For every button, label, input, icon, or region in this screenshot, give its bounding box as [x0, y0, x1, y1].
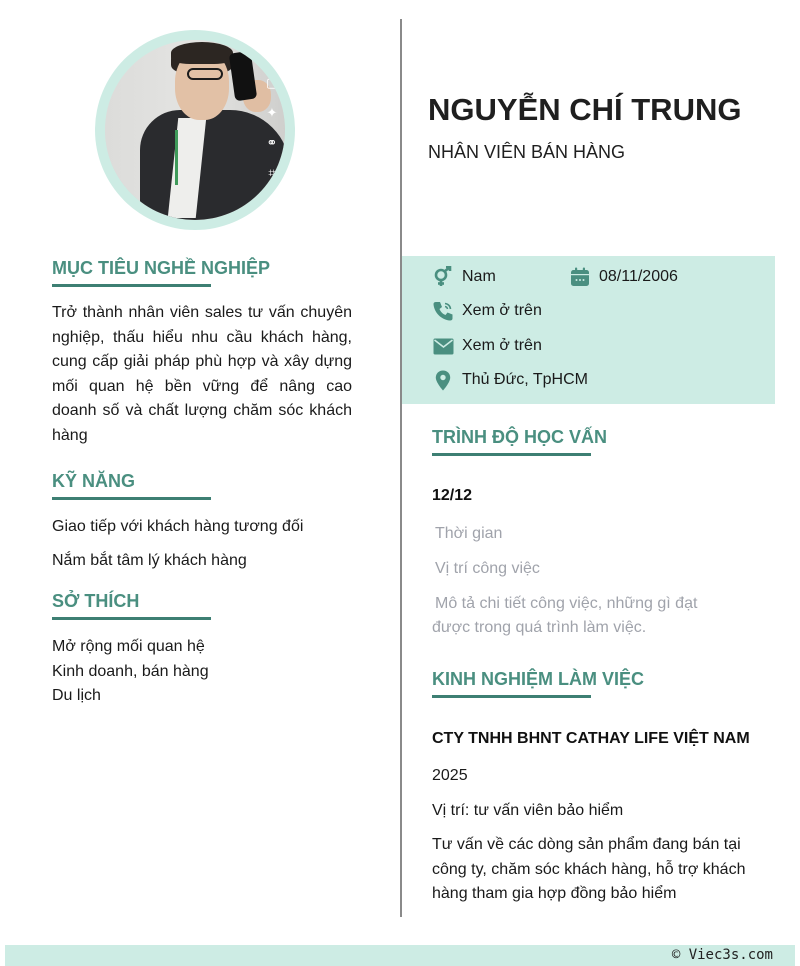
avatar-lanyard [175, 130, 178, 185]
objective-section [52, 258, 270, 287]
gender-row [432, 266, 496, 288]
phone-icon [432, 300, 454, 322]
candidate-title: NHÂN VIÊN BÁN HÀNG [428, 142, 626, 162]
experience-company: CTY TNHH BHNT CATHAY LIFE VIỆT NAM [432, 730, 750, 747]
copyright-text: © Viec3s.com [671, 947, 773, 963]
skills-heading: KỸ NĂNG [52, 471, 136, 491]
hobbies-section [52, 591, 211, 620]
candidate-name: NGUYỄN CHÍ TRUNG [428, 92, 742, 127]
education-heading-underline [432, 453, 591, 456]
birthdate-value: 08/11/2006 [599, 268, 678, 285]
address-row [432, 369, 588, 391]
photo-overlay-icons [262, 68, 282, 188]
experience-heading: KINH NGHIỆM LÀM VIỆC [432, 669, 645, 689]
calendar-icon [569, 266, 591, 288]
sticker-icon: ▢ [265, 75, 279, 90]
hobbies-heading-underline [52, 617, 211, 620]
skills-section [52, 471, 211, 500]
experience-description: Tư vấn về các dòng sản phẩm đang bán tại công ty, chăm sóc khách hàng, hỗ trợ khách hàng tham gia hợp đồng bảo hiểm [432, 836, 746, 903]
map-pin-icon [432, 369, 454, 391]
objective-heading-underline [52, 284, 211, 287]
hobbies-heading: SỞ THÍCH [52, 591, 140, 611]
skills-heading-underline [52, 497, 211, 500]
education-heading: TRÌNH ĐỘ HỌC VẤN [432, 427, 607, 447]
sparkle-icon: ✦ [266, 105, 278, 120]
gender-value: Nam [462, 268, 496, 285]
skill-item: Nắm bắt tâm lý khách hàng [52, 552, 247, 569]
education-grade: 12/12 [432, 487, 473, 504]
education-section [432, 427, 762, 456]
column-divider [400, 19, 402, 917]
hobby-item: Kinh doanh, bán hàng [52, 663, 209, 680]
experience-year: 2025 [432, 767, 468, 784]
experience-section [432, 669, 762, 698]
mail-icon [432, 335, 454, 357]
education-position: Vị trí công việc [435, 560, 540, 577]
experience-heading-underline [432, 695, 591, 698]
crop-icon: ⌗ [268, 165, 276, 180]
birthdate-row [569, 266, 678, 288]
footer-bar [5, 945, 795, 966]
skill-item: Giao tiếp với khách hàng tương đối [52, 518, 304, 535]
objective-text: Trở thành nhân viên sales tư vấn chuyên nghiệp, thấu hiểu nhu cầu khách hàng, cung cấp giải pháp phù hợp và xây dựng mối quan hệ bền vững để nâng cao doanh số và chất lượng chăm sóc khách hàng [52, 304, 352, 444]
address-value: Thủ Đức, TpHCM [462, 371, 588, 388]
education-description: Mô tả chi tiết công việc, những gì đạt được trong quá trình làm việc. [432, 595, 698, 636]
gender-icon [432, 266, 454, 288]
education-time: Thời gian [435, 525, 503, 542]
email-row [432, 335, 542, 357]
phone-value: Xem ở trên [462, 302, 542, 319]
hobby-item: Mở rộng mối quan hệ [52, 638, 205, 655]
phone-row [432, 300, 542, 322]
avatar-hair-top [171, 42, 233, 64]
filter-icon: ⚭ [266, 135, 278, 150]
experience-position: Vị trí: tư vấn viên bảo hiểm [432, 802, 624, 819]
contact-info-panel [402, 256, 775, 404]
avatar-glasses [187, 68, 223, 80]
hobby-item: Du lịch [52, 687, 101, 704]
avatar [105, 40, 285, 220]
email-value: Xem ở trên [462, 337, 542, 354]
objective-heading: MỤC TIÊU NGHỀ NGHIỆP [52, 258, 271, 278]
